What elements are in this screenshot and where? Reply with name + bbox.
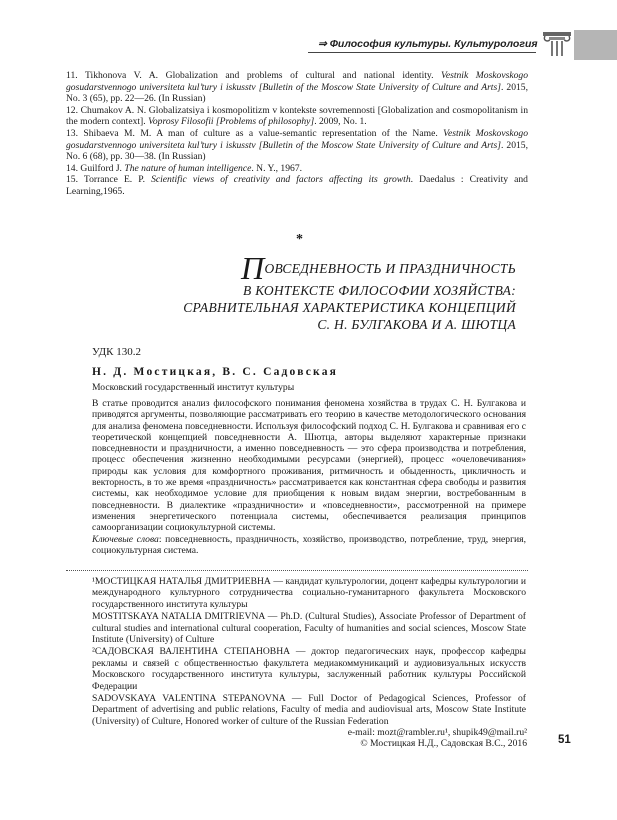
footnote-item: ²САДОВСКАЯ ВАЛЕНТИНА СТЕПАНОВНА — доктор педагогических наук, профессор кафедры рекламы и связей с общественностью факультета медиакоммуникаций и аудиовизуальных искусств Московского государственного института культуры, заслуженный работник культуры Российской Федерации — [92, 646, 526, 692]
article-title — [160, 250, 516, 333]
reference-item: 12. Chumakov A. N. Globalizatsiya i kosmopolitizm v kontekste sovremennosti [Globalization and cosmopolitanism in the modern context]. Voprosy Filosofii [Problems of philosophy]. 2009, No. 1. — [66, 104, 528, 128]
column-capital-icon — [541, 30, 573, 58]
page-tab-bar — [574, 30, 617, 60]
reference-item: 14. Guilford J. The nature of human intelligence. N. Y., 1967. — [66, 162, 303, 174]
title-line-4: С. Н. БУЛГАКОВА И А. ШЮТЦА — [317, 317, 516, 332]
footnote-item: MOSTITSKAYA NATALIA DMITRIEVNA — Ph.D. (Cultural Studies), Associate Professor of Department of cultural studies and international cultural cooperation, Faculty of humanities and social sciences, Moscow State Institute (University) of Culture — [92, 611, 526, 646]
page-number: 51 — [558, 734, 571, 746]
reference-item: 15. Torrance E. P. Scientific views of creativity and factors affecting its growth. Daedalus : Creativity and Learning,1965. — [66, 174, 528, 197]
authors: Н. Д. Мостицкая, В. С. Садовская — [92, 366, 339, 378]
footnote-item: ¹МОСТИЦКАЯ НАТАЛЬЯ ДМИТРИЕВНА — кандидат культурологии, доцент кафедры культурологии и международного культурного сотрудничества социально-гуманитарного факультета Московского государственного института культуры — [92, 576, 526, 610]
email-line: e-mail: mozt@rambler.ru¹, shupik49@mail.ru² — [347, 727, 527, 738]
reference-list — [66, 70, 528, 198]
contacts — [300, 727, 527, 750]
reference-item: 11. Tikhonova V. A. Globalization and problems of cultural and national identity. Vestnik Moskovskogo gosudarstvennogo universiteta kul’tury i iskusstv [Bulletin of the Moscow State University of Culture and Arts]. 2015, No. 3 (65), pp. 22—26. (In Russian) — [66, 70, 528, 105]
header-rule — [308, 52, 536, 53]
arrow-icon: ⇒ — [318, 38, 327, 50]
affiliation: Московский государственный институт культуры — [92, 382, 295, 393]
reference-item: 13. Shibaeva M. M. A man of culture as a value-semantic representation of the Name. Vestnik Moskovskogo gosudarstvennogo universiteta kul’tury i iskusstv [Bulletin of the Moscow State University of Culture and Arts]. 2015, No. 6 (68), pp. 30—38. (In Russian) — [66, 127, 528, 163]
abstract — [92, 398, 526, 556]
udk-code: УДК 130.2 — [92, 346, 142, 358]
running-header — [0, 0, 617, 60]
footnote-item: SADOVSKAYA VALENTINA STEPANOVNA — Full Doctor of Pedagogical Sciences, Professor of Department of advertising and public relations, Faculty of media and audiovisual arts, Moscow State Institute (University) of Culture, Honored worker of culture of the Russian Federation — [92, 693, 526, 727]
copyright-line: © Мостицкая Н.Д., Садовская В.С., 2016 — [360, 738, 527, 750]
title-line-2: В КОНТЕКСТЕ ФИЛОСОФИИ ХОЗЯЙСТВА: — [242, 283, 516, 298]
author-footnotes — [92, 576, 526, 728]
drop-cap: П — [241, 250, 265, 286]
section-title-text: Философия культуры. Культурология — [329, 38, 538, 50]
section-separator: * — [296, 232, 303, 247]
title-line-1: ПОВСЕДНЕВНОСТЬ И ПРАЗДНИЧНОСТЬ — [241, 250, 516, 286]
title-line-3: СРАВНИТЕЛЬНАЯ ХАРАКТЕРИСТИКА КОНЦЕПЦИЙ — [183, 300, 516, 315]
journal-section-title — [318, 38, 538, 50]
footnote-divider — [66, 570, 528, 571]
keywords: Ключевые слова: повседневность, праздничность, хозяйство, производство, потребление, труд, энергия, социокультурная система. — [92, 533, 526, 556]
abstract-text: В статье проводится анализ философского понимания феномена хозяйства в трудах С. Н. Булгакова и приводятся аргументы, позволяющие рассматривать его теорию в качестве методологического основания для анализа феномена повседневности. Используя философский подход С. Н. Булгакова и сравнивая его с теоретической концепцией повседневности А. Шютца, авторы выделяют характерные признаки повседневности и праздничности, а именно повседневность — это сфера производства и потребления, процесс обеспечения жизненно необходимыми ресурсами (энергией), процесс «очеловечивания» природы как условия для комфортного проживания, ритмичность и обыденность, цикличность и векторность, в то же время «праздничность» рассматривается как константная сфера свободы и развития системы, как необходимое условие для приобщения к новым видам энергии, востребованным в повседневности. В диалектике «праздничности» и «повседневности», рассмотренной на примере изменения энергетического потенциала системы, обеспечивается реализация принципов самоорганизации социокультурной системы. — [92, 398, 526, 534]
